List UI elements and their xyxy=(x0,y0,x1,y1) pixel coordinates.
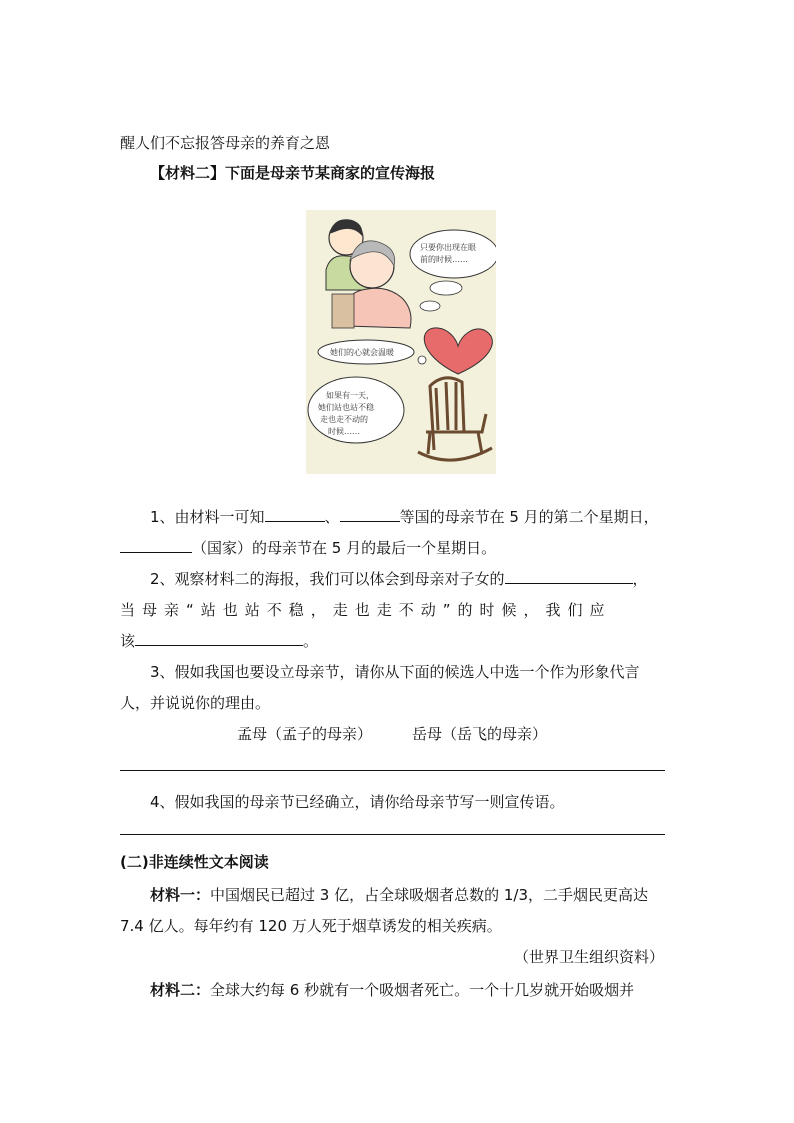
q4-answer-line[interactable] xyxy=(120,834,665,835)
q1-text-a: 1、由材料一可知 xyxy=(150,508,265,526)
material2-heading: 【材料二】下面是母亲节某商家的宣传海报 xyxy=(150,164,436,182)
q1-text-b: 等国的母亲节在 5 月的第二个星期日， xyxy=(399,508,659,526)
question-2-line3 xyxy=(120,631,318,651)
q2-text-a: 2、观察材料二的海报，我们可以体会到母亲对子女的 xyxy=(150,570,505,588)
material-1-label: 材料一： xyxy=(150,886,211,904)
candidate-2: 岳母（岳飞的母亲） xyxy=(412,725,548,743)
q2-blank-1[interactable] xyxy=(505,569,633,584)
bubble3-line1: 如果有一天， xyxy=(326,391,374,400)
q2-blank-2[interactable] xyxy=(135,631,303,646)
material-1-text1: 中国烟民已超过 3 亿，占全球吸烟者总数的 1/3，二手烟民更高达 xyxy=(210,886,649,904)
bubble3-line4: 时候…… xyxy=(328,427,360,436)
material-1-line1 xyxy=(150,885,648,905)
question-2-line2: 当母亲“站也站不稳，走也走不动”的时候，我们应 xyxy=(120,601,612,619)
question-1-line2 xyxy=(120,538,496,558)
q1-blank-2[interactable] xyxy=(340,507,400,522)
intro-line: 醒人们不忘报答母亲的养育之恩 xyxy=(120,134,331,152)
question-3-line2: 人，并说说你的理由。 xyxy=(120,694,271,712)
bubble2-text: 她们的心就会温暖 xyxy=(330,348,394,357)
question-2-line1 xyxy=(150,569,648,589)
poster-illustration xyxy=(306,210,496,474)
bubble3-line3: 走也走不动的 xyxy=(320,415,368,424)
q1-separator: 、 xyxy=(324,508,340,526)
question-1-line1 xyxy=(150,507,659,527)
material-2-label: 材料二： xyxy=(150,981,211,999)
material-2-text1: 全球大约每 6 秒就有一个吸烟者死亡。一个十几岁就开始吸烟并 xyxy=(210,981,635,999)
material-2-line1 xyxy=(150,980,634,1000)
q1-text-c: （国家）的母亲节在 5 月的最后一个星期日。 xyxy=(192,539,497,557)
section-2-title: (二)非连续性文本阅读 xyxy=(120,853,269,871)
q2-comma: ， xyxy=(632,570,648,588)
candidate-1: 孟母（孟子的母亲） xyxy=(237,725,373,743)
question-4: 4、假如我国的母亲节已经确立，请你给母亲节写一则宣传语。 xyxy=(150,793,565,811)
bubble1-line2: 前的时候…… xyxy=(420,255,468,264)
mothers-day-poster xyxy=(306,210,496,474)
material-1-source: （世界卫生组织资料） xyxy=(514,948,665,966)
q3-answer-line[interactable] xyxy=(120,770,665,771)
q1-blank-1[interactable] xyxy=(265,507,325,522)
q2-end: 。 xyxy=(303,632,319,650)
q2-text-c: 该 xyxy=(120,632,136,650)
q1-blank-3[interactable] xyxy=(120,538,192,553)
question-3-line1: 3、假如我国也要设立母亲节，请你从下面的候选人中选一个作为形象代言 xyxy=(150,663,640,681)
bubble3-line2: 她们站也站不稳 xyxy=(318,403,374,412)
bubble1-line1: 只要你出现在眼 xyxy=(420,243,476,252)
material-1-line2: 7.4 亿人。每年约有 120 万人死于烟草诱发的相关疾病。 xyxy=(120,917,502,935)
